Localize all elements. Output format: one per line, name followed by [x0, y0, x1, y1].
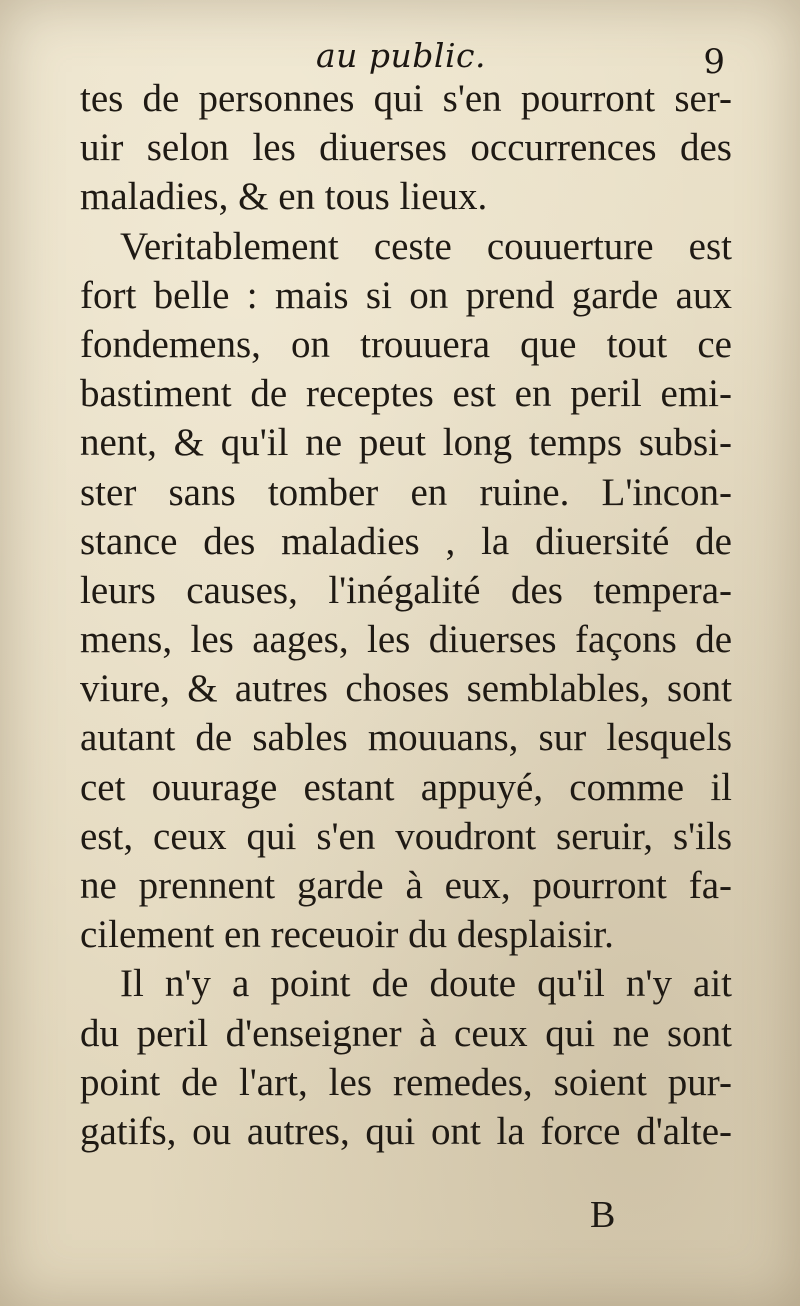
text-line: est, ceux qui s'en voudront seruir, s'ils: [80, 814, 732, 858]
text-line: maladies, & en tous lieux.: [80, 175, 488, 219]
text-line: uir selon les diuerses occurrences des: [80, 126, 732, 170]
page-number: 9: [703, 42, 725, 82]
text-line: autant de sables mouuans, sur lesquels: [80, 716, 732, 760]
text-line: ster sans tomber en ruine. L'incon-: [80, 470, 732, 514]
text-line: du peril d'enseigner à ceux qui ne sont: [80, 1011, 732, 1055]
text-line: bastiment de receptes est en peril emi-: [80, 372, 732, 416]
text-line: gatifs, ou autres, qui ont la force d'alte-: [80, 1109, 732, 1153]
text-line: Veritablement ceste couuerture est: [120, 224, 732, 268]
text-line: viure, & autres choses semblables, sont: [80, 667, 732, 711]
text-line: stance des maladies , la diuersité de: [80, 519, 732, 563]
text-line: cet ouurage estant appuyé, comme il: [80, 765, 732, 809]
text-line: nent, & qu'il ne peut long temps subsi-: [80, 421, 732, 465]
text-line: fondemens, on trouuera que tout ce: [80, 322, 732, 366]
text-line: tes de personnes qui s'en pourront ser-: [80, 77, 732, 120]
text-line: point de l'art, les remedes, soient pur-: [80, 1060, 732, 1104]
text-line: cilement en receuoir du desplaisir.: [80, 913, 614, 957]
body-text: [80, 74, 732, 1156]
text-line: ne prennent garde à eux, pourront fa-: [80, 864, 732, 907]
signature-mark: B: [590, 1194, 616, 1236]
text-line: leurs causes, l'inégalité des tempera-: [80, 568, 732, 612]
running-head: au public.: [316, 36, 486, 75]
text-line: fort belle : mais si on prend garde aux: [80, 273, 732, 317]
text-line: Il n'y a point de doute qu'il n'y ait: [120, 962, 732, 1006]
text-line: mens, les aages, les diuerses façons de: [80, 618, 732, 662]
